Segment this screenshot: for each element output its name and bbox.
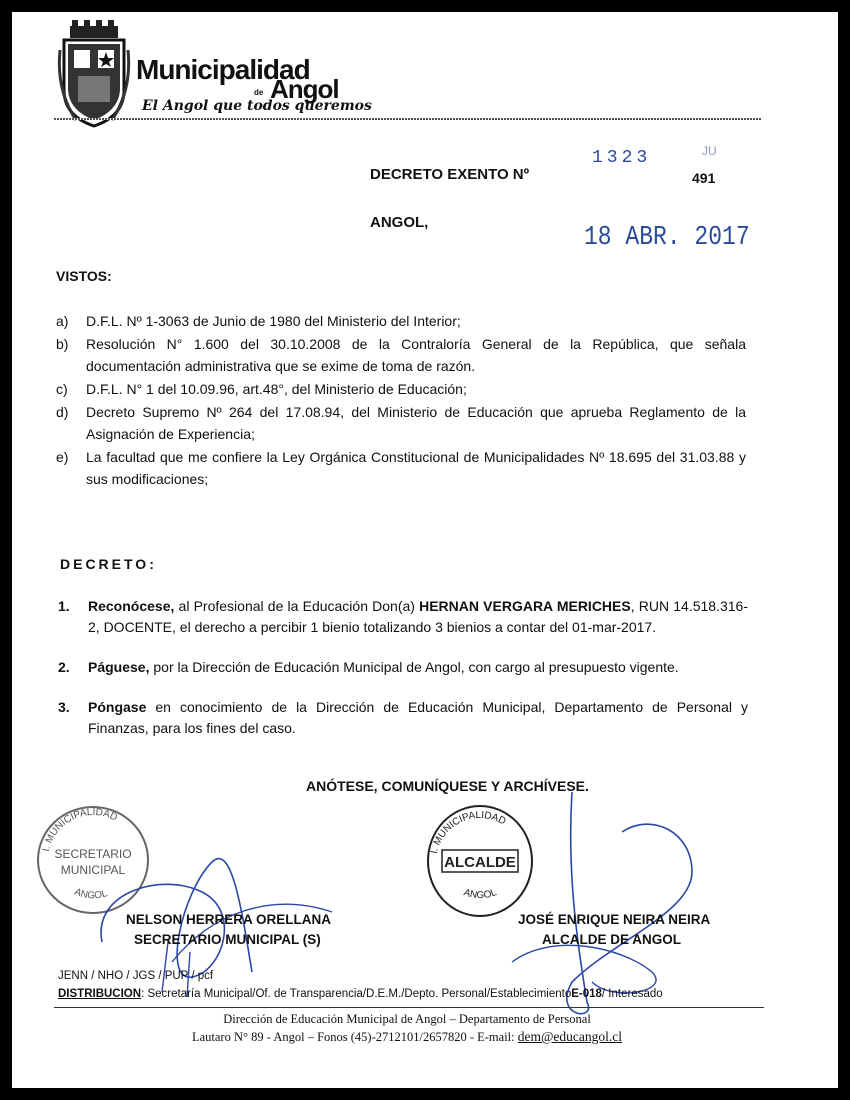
- brand-name: Municipalidad: [136, 54, 310, 85]
- beneficiary-name: HERNAN VERGARA MERICHES: [419, 598, 631, 614]
- brand-preposition: de: [254, 88, 264, 97]
- distribution-tail: / Interesado: [601, 988, 663, 1000]
- footer-address: Lautaro N° 89 - Angol – Fonos (45)-2712101/2657820 - E-mail:: [191, 1030, 515, 1044]
- item-number: 3.: [58, 699, 70, 715]
- item-text: La facultad que me confiere la Ley Orgánica Constitucional de Municipalidades Nº 18.695 del 31.03.88 y sus modificaciones;: [86, 449, 746, 487]
- distribution-label: DISTRIBUCION: [58, 988, 142, 1000]
- decree-reference-number: 491: [692, 170, 716, 186]
- date-stamp: 18 ABR. 2017: [584, 222, 750, 252]
- item-lead: Póngase: [88, 699, 147, 715]
- item-number: 1.: [58, 598, 70, 614]
- item-lead: Páguese,: [88, 659, 150, 675]
- distribution-text: : Secretaría Municipal/Of. de Transparencia/D.E.M./Depto. Personal/Establecimiento: [141, 988, 572, 1000]
- item-pre: al Profesional de la Educación Don(a): [174, 598, 420, 614]
- vistos-heading: VISTOS:: [56, 268, 112, 284]
- item-text: en conocimiento de la Dirección de Educación Municipal, Departamento de Personal y Finanzas, para los fines del caso.: [88, 699, 748, 736]
- item-number: 2.: [58, 659, 70, 675]
- item-letter: c): [56, 381, 68, 397]
- seal-bottom-text: ANGOL: [72, 886, 109, 902]
- secretary-title: SECRETARIO MUNICIPAL (S): [134, 932, 321, 947]
- item-letter: b): [56, 336, 69, 352]
- item-letter: e): [56, 449, 69, 465]
- decree-place: ANGOL,: [370, 214, 429, 231]
- footer-divider: [54, 1007, 764, 1008]
- seal-center-text: ALCALDE: [444, 854, 516, 871]
- footer-email-link[interactable]: dem@educangol.cl: [517, 1029, 623, 1044]
- seal-top-text: I. MUNICIPALIDAD: [40, 806, 119, 853]
- footer-contact: [12, 1029, 802, 1045]
- decree-number-stamp: 1323: [592, 148, 652, 168]
- seal-line-1: SECRETARIO: [54, 847, 132, 861]
- item-text: , RUN 14.518.316-2, DOCENTE, el derecho a percibir 1 bienio totalizando 3 bienios a contar del 01-mar-2017.: [88, 598, 748, 635]
- item-text: por la Dirección de Educación Municipal de Angol, con cargo al presupuesto vigente.: [149, 659, 679, 675]
- decree-title: DECRETO EXENTO Nº: [370, 166, 530, 183]
- closing-formula: ANÓTESE, COMUNÍQUESE Y ARCHÍVESE.: [306, 778, 589, 794]
- item-letter: a): [56, 313, 69, 329]
- seal-bottom-text: ANGOL: [462, 887, 499, 902]
- secretary-name: NELSON HERRERA ORELLANA: [126, 912, 332, 927]
- decreto-heading: DECRETO:: [60, 556, 157, 572]
- footer-department: Dirección de Educación Municipal de Angol – Departamento de Personal: [223, 1012, 591, 1026]
- item-letter: d): [56, 404, 69, 420]
- seal-top-text: I. MUNICIPALIDAD: [428, 809, 508, 855]
- mayor-name: JOSÉ ENRIQUE NEIRA NEIRA: [518, 912, 711, 927]
- item-text: D.F.L. Nº 1-3063 de Junio de 1980 del Ministerio del Interior;: [86, 313, 461, 329]
- distribution-code: E-018: [571, 988, 602, 1000]
- author-initials: JENN / NHO / JGS / PUP / pcf: [58, 970, 214, 982]
- brand-tagline: El Angol que todos queremos: [142, 98, 372, 114]
- item-text: Decreto Supremo Nº 264 del 17.08.94, del Ministerio de Educación que aprueba Reglamento de la Asignación de Experiencia;: [86, 404, 746, 442]
- item-lead: Reconócese,: [88, 598, 175, 614]
- seal-line-2: MUNICIPAL: [60, 863, 126, 877]
- document-page: [12, 12, 838, 1088]
- brand-city: Angol: [270, 74, 339, 104]
- item-text: D.F.L. N° 1 del 10.09.96, art.48°, del Ministerio de Educación;: [86, 381, 467, 397]
- item-text: Resolución N° 1.600 del 30.10.2008 de la Contraloría General de la República, que señala documentación administrativa que se exime de toma de razón.: [86, 336, 746, 374]
- distribution-line: [58, 988, 663, 1000]
- faint-stamp-mark: JU: [702, 144, 717, 158]
- mayor-title: ALCALDE DE ANGOL: [542, 932, 681, 947]
